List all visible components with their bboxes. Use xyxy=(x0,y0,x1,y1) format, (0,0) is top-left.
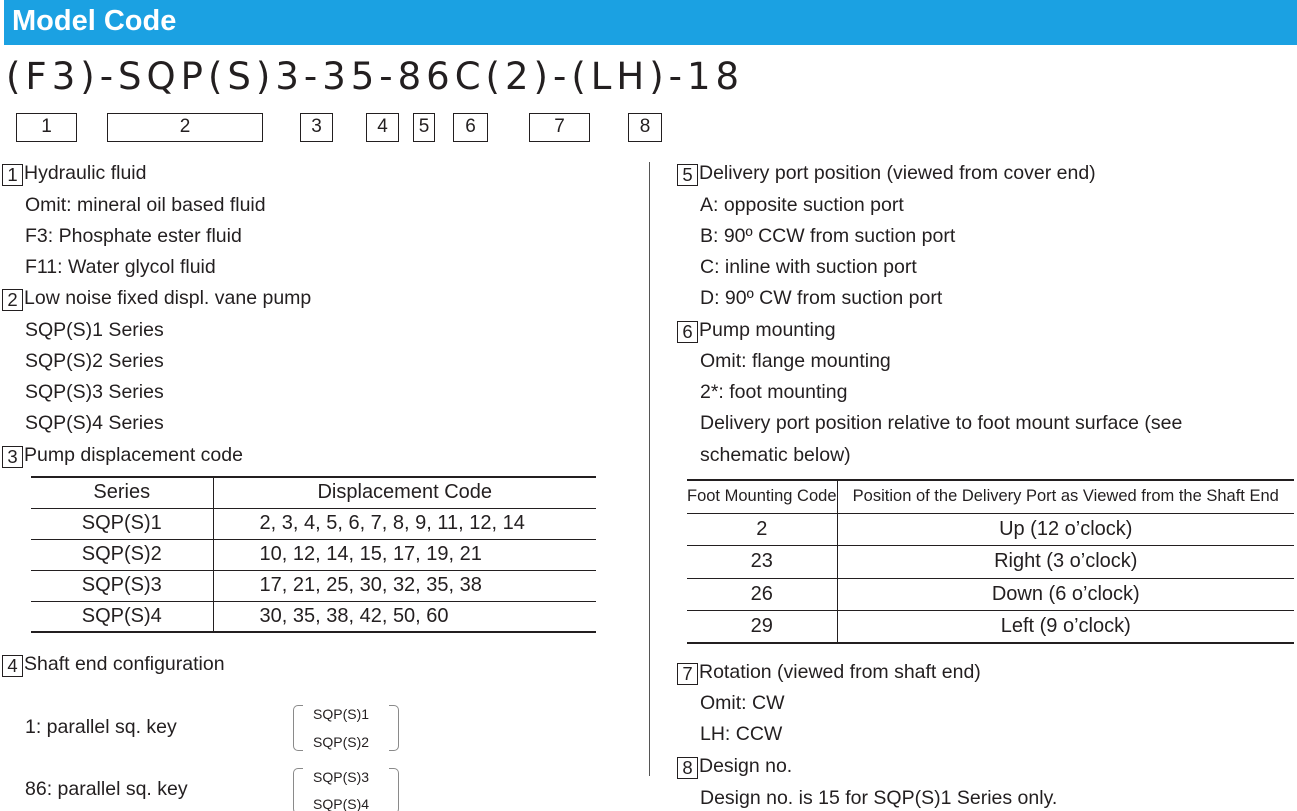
cell-codes: 17, 21, 25, 30, 32, 35, 38 xyxy=(213,570,596,601)
cell-codes: 2, 3, 4, 5, 6, 7, 8, 9, 11, 12, 14 xyxy=(213,508,596,539)
cell-foot-code: 2 xyxy=(687,513,837,546)
section-7-item: LH: CCW xyxy=(700,723,783,745)
section-3-title: Pump displacement code xyxy=(24,444,243,466)
section-5-item: C: inline with suction port xyxy=(700,256,917,278)
section-2-item: SQP(S)4 Series xyxy=(25,412,164,434)
table-row xyxy=(687,546,1294,579)
cell-codes: 10, 12, 14, 15, 17, 19, 21 xyxy=(213,539,596,570)
page-title: Model Code xyxy=(12,5,177,37)
section-2-title: Low noise fixed displ. vane pump xyxy=(24,287,312,309)
brace-label: SQP(S)4 xyxy=(313,796,370,811)
section-6-item: Delivery port position relative to foot mount surface (see xyxy=(700,412,1183,434)
header-delivery-port-position: Position of the Delivery Port as Viewed from the Shaft End xyxy=(837,480,1294,513)
section-5-heading xyxy=(677,161,1096,186)
brace-label: SQP(S)2 xyxy=(313,734,370,750)
right-bracket xyxy=(389,705,399,751)
section-5-item: B: 90º CCW from suction port xyxy=(700,225,956,247)
title-bar xyxy=(4,0,1297,45)
section-4-heading xyxy=(2,652,225,677)
displacement-table xyxy=(31,476,596,633)
table-row xyxy=(31,508,596,539)
header-series: Series xyxy=(31,477,213,508)
left-bracket xyxy=(293,768,303,811)
cell-series: SQP(S)2 xyxy=(31,539,213,570)
cell-series: SQP(S)1 xyxy=(31,508,213,539)
model-code: (F3)-SQP(S)3-35-86C(2)-(LH)-18 xyxy=(6,55,745,98)
section-7-title: Rotation (viewed from shaft end) xyxy=(699,661,981,683)
column-divider xyxy=(649,162,650,776)
section-7-item: Omit: CW xyxy=(700,692,785,714)
series-brace-1 xyxy=(293,705,399,751)
series-brace-2 xyxy=(293,768,399,811)
section-6-item: 2*: foot mounting xyxy=(700,381,848,403)
cell-port-position: Down (6 o’clock) xyxy=(837,578,1294,611)
section-4-item: 1: parallel sq. key xyxy=(25,716,177,738)
cell-port-position: Right (3 o’clock) xyxy=(837,546,1294,579)
section-6-item: schematic below) xyxy=(700,444,851,466)
header-foot-mounting-code: Foot Mounting Code xyxy=(687,480,837,513)
section-number-1: 1 xyxy=(2,164,23,186)
header-displacement-code: Displacement Code xyxy=(213,477,596,508)
section-6-title: Pump mounting xyxy=(699,319,836,341)
section-4-title: Shaft end configuration xyxy=(24,653,225,675)
cell-port-position: Up (12 o’clock) xyxy=(837,513,1294,546)
section-1-title: Hydraulic fluid xyxy=(24,162,147,184)
code-box-3: 3 xyxy=(300,113,333,142)
code-box-8: 8 xyxy=(628,113,662,142)
table-header-row xyxy=(687,480,1294,513)
foot-mounting-table xyxy=(687,479,1294,644)
section-number-3: 3 xyxy=(2,446,23,468)
left-bracket xyxy=(293,705,303,751)
cell-foot-code: 29 xyxy=(687,611,837,644)
table-row xyxy=(687,578,1294,611)
section-3-heading xyxy=(2,443,243,468)
section-2-item: SQP(S)1 Series xyxy=(25,319,164,341)
section-5-item: D: 90º CW from suction port xyxy=(700,287,943,309)
brace-label: SQP(S)3 xyxy=(313,769,370,785)
cell-series: SQP(S)3 xyxy=(31,570,213,601)
section-6-item: Omit: flange mounting xyxy=(700,350,891,372)
section-number-8: 8 xyxy=(677,757,698,779)
section-2-item: SQP(S)2 Series xyxy=(25,350,164,372)
cell-port-position: Left (9 o’clock) xyxy=(1000,615,1131,637)
code-box-5: 5 xyxy=(413,113,435,142)
section-8-heading xyxy=(677,754,792,779)
code-box-1: 1 xyxy=(16,113,77,142)
section-7-heading xyxy=(677,660,981,685)
table-row xyxy=(31,601,596,632)
section-5-item: A: opposite suction port xyxy=(700,194,904,216)
section-1-item: F11: Water glycol fluid xyxy=(25,256,216,278)
section-8-item: Design no. is 15 for SQP(S)1 Series only. xyxy=(700,787,1058,809)
section-2-heading xyxy=(2,286,311,311)
section-number-4: 4 xyxy=(2,655,23,677)
section-8-title: Design no. xyxy=(699,755,793,777)
section-number-6: 6 xyxy=(677,321,698,343)
section-4-item: 86: parallel sq. key xyxy=(25,778,188,800)
section-1-item: F3: Phosphate ester fluid xyxy=(25,225,242,247)
table-row xyxy=(687,611,1294,644)
section-6-heading xyxy=(677,318,836,343)
section-2-item: SQP(S)3 Series xyxy=(25,381,164,403)
table-header-row xyxy=(31,477,596,508)
table-row xyxy=(31,539,596,570)
code-box-7: 7 xyxy=(529,113,590,142)
code-box-4: 4 xyxy=(366,113,399,142)
brace-label: SQP(S)1 xyxy=(313,706,370,722)
table-row xyxy=(31,570,596,601)
cell-foot-code: 26 xyxy=(687,578,837,611)
section-number-7: 7 xyxy=(677,663,698,685)
section-number-2: 2 xyxy=(2,289,23,311)
right-bracket xyxy=(389,768,399,811)
section-5-title: Delivery port position (viewed from cover end) xyxy=(699,162,1096,184)
table-row xyxy=(687,513,1294,546)
code-box-2: 2 xyxy=(107,113,263,142)
cell-foot-code: 23 xyxy=(687,546,837,579)
cell-codes: 30, 35, 38, 42, 50, 60 xyxy=(259,604,449,627)
section-1-item: Omit: mineral oil based fluid xyxy=(25,194,266,216)
section-1-heading xyxy=(2,161,146,186)
cell-series: SQP(S)4 xyxy=(31,601,213,632)
section-number-5: 5 xyxy=(677,164,698,186)
code-box-6: 6 xyxy=(453,113,488,142)
